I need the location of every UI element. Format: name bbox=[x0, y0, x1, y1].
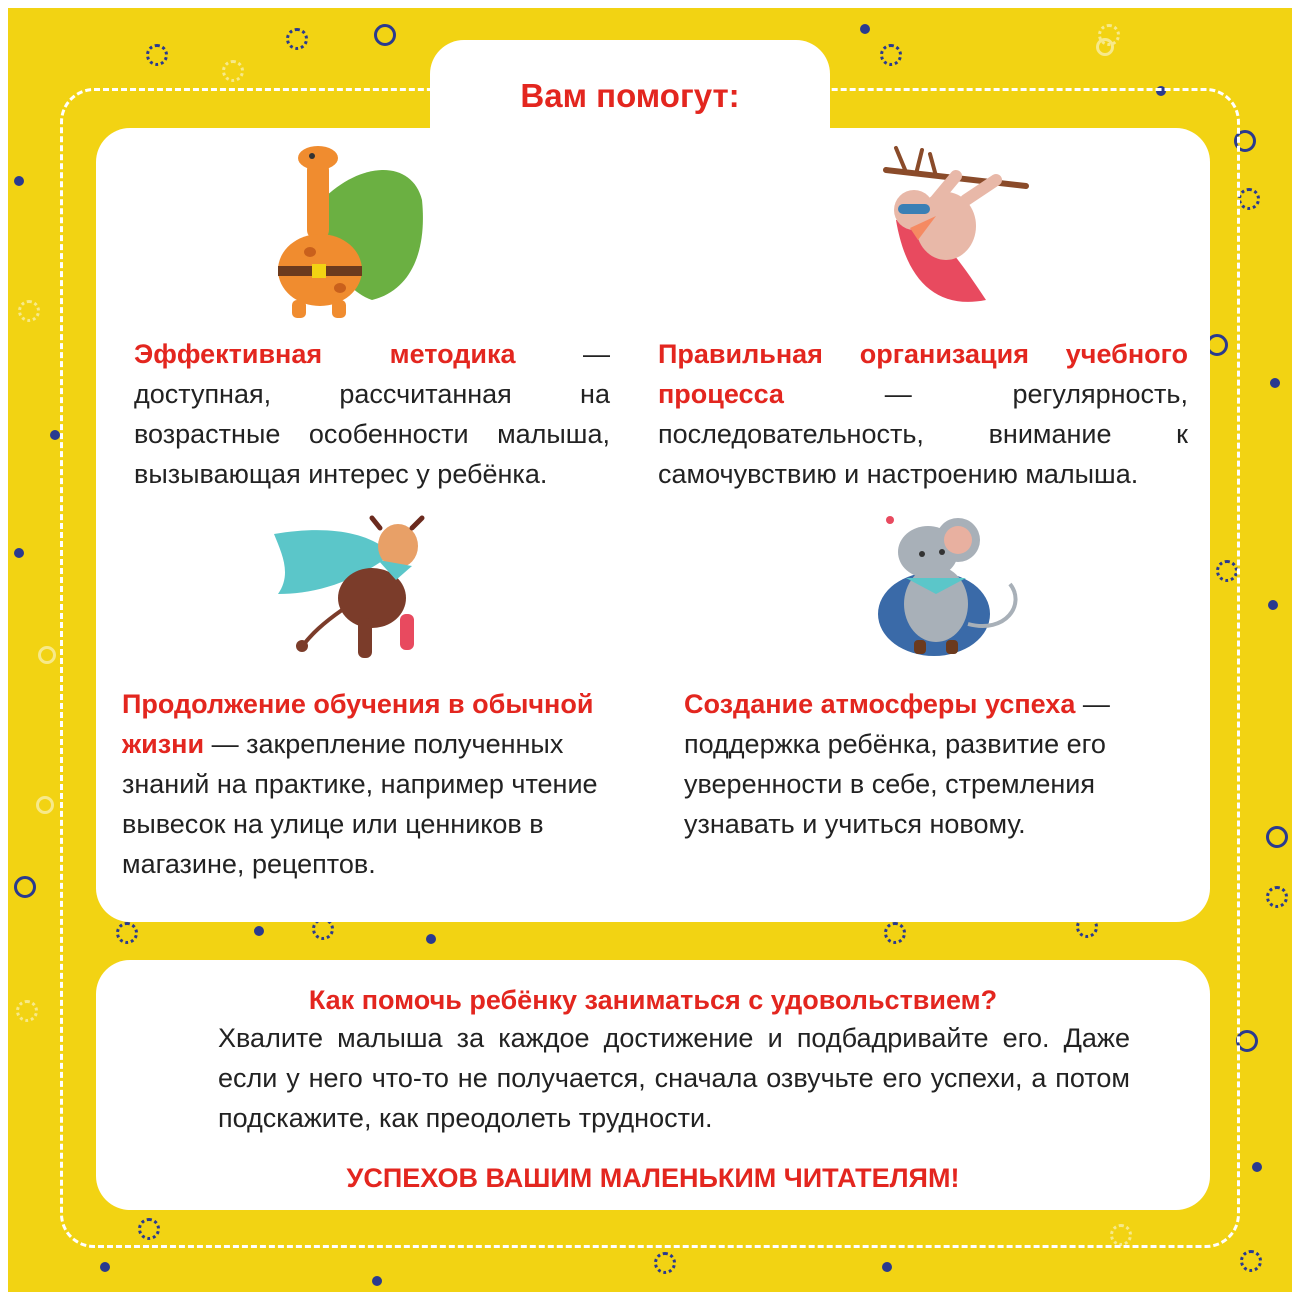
feature-title: Продолжение обучения в обычной жизни bbox=[122, 689, 594, 759]
page-heading: Вам помогут: bbox=[520, 77, 740, 114]
giraffe-superhero-illustration bbox=[262, 140, 432, 320]
feature-text: — регулярность, последовательность, внимание к самочувствию и настроению малыша. bbox=[658, 379, 1188, 489]
feature-text: — закрепление полученных знаний на практике, например чтение вывесок на улице или ценников в магазине, рецептов. bbox=[122, 729, 598, 879]
cow-superhero-illustration bbox=[272, 514, 442, 664]
mouse-superhero-illustration bbox=[876, 514, 1026, 659]
tip-text: Хвалите малыша за каждое достижение и подбадривайте его. Даже если у него что-то не получается, сначала озвучьте его успехи, а потом подскажите, как преодолеть трудности. bbox=[218, 1023, 1130, 1133]
feature-block-success-atmosphere bbox=[684, 684, 1174, 844]
feature-block-everyday-learning bbox=[122, 684, 652, 884]
feature-title: Правильная организация учебного процесса bbox=[658, 339, 1188, 409]
feature-block-methodology bbox=[134, 334, 610, 494]
sloth-superhero-illustration bbox=[876, 140, 1036, 320]
feature-block-organization bbox=[658, 334, 1188, 494]
feature-text: — поддержка ребёнка, развитие его уверенности в себе, стремления узнавать и учиться новому. bbox=[684, 689, 1110, 839]
closing-wish: УСПЕХОВ ВАШИМ МАЛЕНЬКИМ ЧИТАТЕЛЯМ! bbox=[346, 1163, 960, 1193]
feature-title: Создание атмосферы успеха bbox=[684, 689, 1076, 719]
tip-title: Как помочь ребёнку заниматься с удовольствием? bbox=[308, 985, 998, 1015]
feature-title: Эффективная методика bbox=[134, 339, 516, 369]
feature-text: — доступная, рассчитанная на возрастные особенности малыша, вызывающая интерес у ребёнка. bbox=[134, 339, 610, 489]
